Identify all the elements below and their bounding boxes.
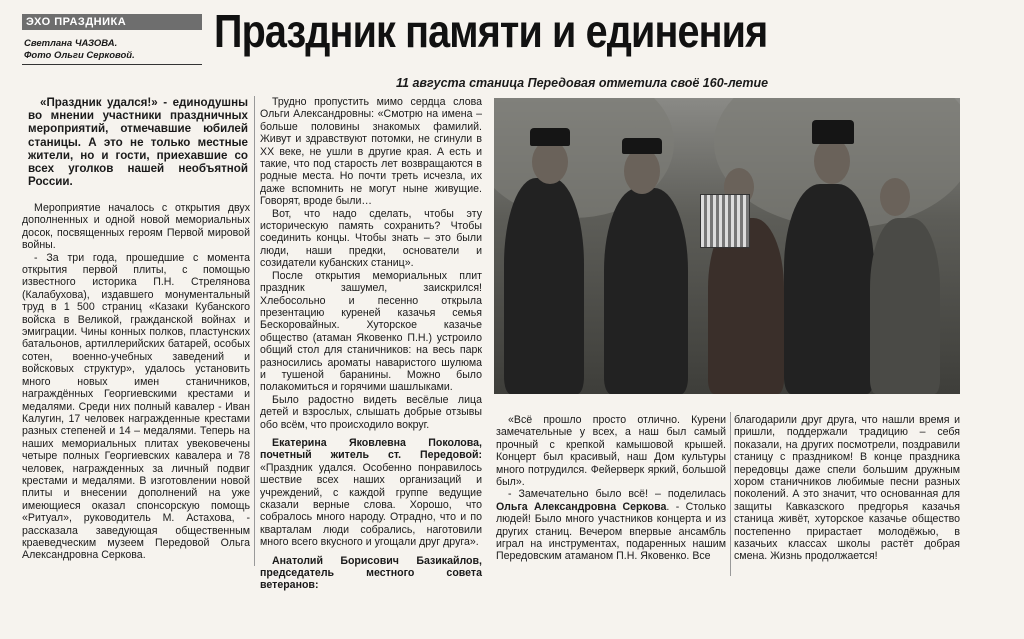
byline-divider (22, 64, 202, 65)
quote-author: Ольга Александровна Серкова (496, 500, 667, 513)
quote-author: Анатолий Борисович Базикайлов, председатель местного совета ветеранов: (260, 554, 482, 592)
paragraph: Было радостно видеть весёлые лица детей и взрослых, слышать добрые отзывы обо всём, что происходило вокруг. (260, 393, 482, 431)
text-column-3 (496, 414, 726, 563)
quote-author: Екатерина Яковлевна Поколова, почетный житель ст. Передовой: (260, 436, 482, 462)
text-column-4 (734, 414, 960, 563)
article-headline: Праздник памяти и единения (214, 5, 768, 57)
quote-paragraph (260, 437, 482, 549)
column-divider (254, 96, 255, 566)
article-photo (494, 98, 960, 394)
text-column-2 (260, 96, 482, 592)
byline (24, 38, 135, 62)
author-name: Светлана ЧАЗОВА. (24, 38, 118, 49)
paragraph: благодарили друг друга, что нашли время и пришли, поддержали традицию – себя показали, на других посмотрели, поздравили станицу с праздником! В конце праздника передовцы даже спели большим дружным хором станичников любимые песни разных поколений. А это значит, что основанная для защиты Кавказского предгорья казачья станица живёт, хуторское казачье общество постепенно прирастает молодёжью, в казачьих классах школы растёт добрая смена. Жизнь продолжается! (734, 414, 960, 563)
quote-text: «Праздник удался. Особенно понравилось шествие всех наших организаций и учреждений, с каждой группе ведущие сказали верные слова. Хорошо, что собралось много народу. Отрадно, что и по кварталам люди собрались, наготовили много всего вкусного и угощали друг друга». (260, 461, 482, 549)
column-divider (730, 412, 731, 576)
paragraph: Вот, что надо сделать, чтобы эту историческую память сохранить? Чтобы соединить концы. Чтобы знать – это были люди, наши предки, основатели и созидатели кубанских станиц». (260, 207, 482, 270)
photo-credit: Фото Ольги Серковой. (24, 50, 135, 61)
paragraph: - За три года, прошедшие с момента открытия первой плиты, с помощью известного историка П.Н. Стрелянова (Калабухова), издавшего монументальный труд в 1 500 страниц «Казаки Кубанского войска в Великой, гражданской войнах и эмиграции. Чины конных полков, пластунских батальонов, артиллерийских батарей, особых сотен, военно-учебных заведений и войсковых структур», удалось установить много новых имен станичников, награждённых Георгиевскими крестами и медалями. Среди них полный кавалер - Иван Калугин, 17 человек награжденные крестами разных степеней и 14 – медалями. Теперь на наших мемориальных плитах увековечены четыре полных Георгиевских кавалера и 78 человек, награжденных за личный подвиг крестами и медалями. В изготовлении новой плиты и внесении дополнений на уже имеющиеся оказал спонсорскую помощь «Ритуал», руководитель М. Астахова, - рассказала заведующая общественным краеведческим музеем Передовой Ольга Александровна Серкова. (22, 251, 250, 562)
paragraph: «Всё прошло просто отлично. Курени замечательные у всех, а наш был самый прочный с крепкой камышовой крышей. Концерт был красивый, наш Дом культуры много потрудился. Фейерверк яркий, большой был». (496, 414, 726, 489)
text-column-1 (22, 202, 250, 562)
paragraph: После открытия мемориальных плит праздник зашумел, заискрился! Хлебосольно и песенно открыла презентацию куреней казачья семья Бескоровайных. Хуторское казачье общество (атаман Яковенко П.Н.) устроило общий стол для станичников: на весь парк разносились ароматы наваристого шулюма и тушеной баранины. Можно было полакомиться и горячими шашлыками. (260, 269, 482, 394)
section-rubric: ЭХО ПРАЗДНИКА (22, 14, 202, 30)
article-subheadline: 11 августа станица Передовая отметила своё 160-летие (396, 76, 769, 90)
paragraph: - Замечательно было всё! – поделилась Ольга Александровна Серкова. - Столько людей! Было много участников концерта и из других станиц. Вечером впервые ансамбль играл на инструментах, подаренных нашим Передовским атаманом П.Н. Яковенко. Все (496, 488, 726, 563)
paragraph: Трудно пропустить мимо сердца слова Ольги Александровны: «Смотрю на имена – больше половины знакомых фамилий. Живут и здравствуют потомки, не сгинули в ХХ веке, не ушли в другие края. А есть и такие, что под старость лет возвращаются в родные места. Но почти треть исчезла, их даже вспомнить не могут ныне живущие. Говорят, вроде были… (260, 96, 482, 208)
paragraph: Мероприятие началось с открытия двух дополненных и одной новой мемориальных досок, посвященных героям Первой мировой войны. (22, 202, 250, 252)
article-lead: «Праздник удался!» - единодушны во мнении участники праздничных мероприятий, отмечавшие юбилей станицы. А это не только местные жители, но и гости, приехавшие со всех уголков нашей необъятной России. (28, 96, 248, 189)
